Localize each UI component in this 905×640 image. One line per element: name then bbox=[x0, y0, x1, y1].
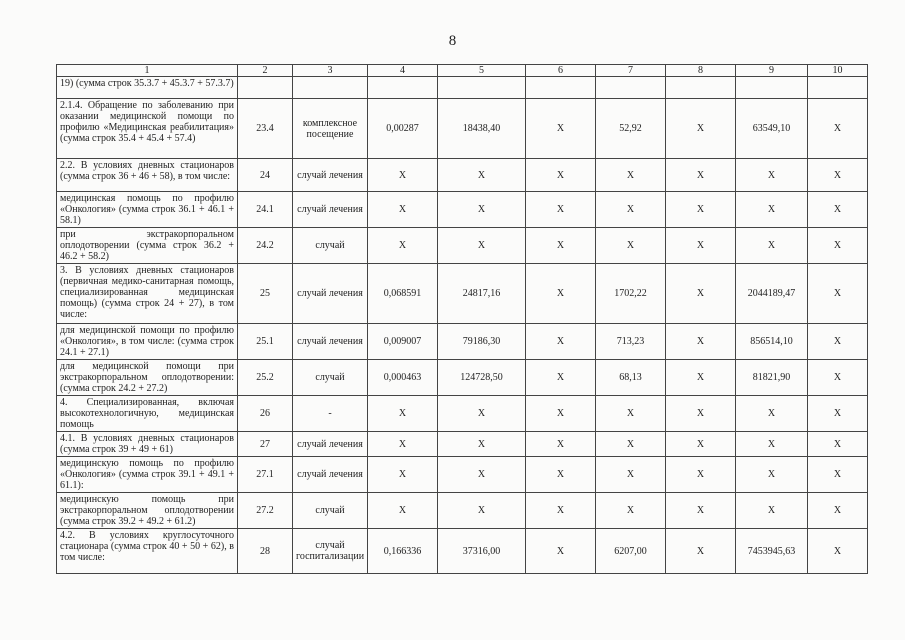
table-cell: X bbox=[666, 360, 736, 396]
row-description: 4.1. В условиях дневных стационаров (сумма строк 39 + 49 + 61) bbox=[57, 432, 238, 457]
column-number: 3 bbox=[293, 65, 368, 77]
table-cell: X bbox=[736, 493, 808, 529]
table-cell: X bbox=[526, 360, 596, 396]
table-cell bbox=[438, 77, 526, 99]
table-cell: X bbox=[526, 457, 596, 493]
table-row bbox=[57, 360, 868, 396]
row-description: медицинскую помощь при экстракорпоральном оплодотворении (сумма строк 39.2 + 49.2 + 61.2) bbox=[57, 493, 238, 529]
table-cell: X bbox=[808, 529, 868, 574]
financing-table bbox=[56, 64, 868, 574]
table-cell bbox=[808, 77, 868, 99]
table-cell: 713,23 bbox=[596, 324, 666, 360]
table-cell: случай bbox=[293, 493, 368, 529]
table-cell: X bbox=[596, 396, 666, 432]
table-row bbox=[57, 264, 868, 324]
row-description: 3. В условиях дневных стационаров (первичная медико-санитарная помощь, специализированная медицинская помощь) (сумма строк 24 + 27), в том числе: bbox=[57, 264, 238, 324]
column-number: 7 bbox=[596, 65, 666, 77]
table-cell: случай лечения bbox=[293, 457, 368, 493]
table-cell: X bbox=[736, 457, 808, 493]
table-cell: X bbox=[526, 159, 596, 192]
table-cell: X bbox=[368, 493, 438, 529]
table-row bbox=[57, 77, 868, 99]
table-cell: X bbox=[438, 228, 526, 264]
table-cell: X bbox=[368, 396, 438, 432]
table-cell: 7453945,63 bbox=[736, 529, 808, 574]
table-cell: 24.2 bbox=[238, 228, 293, 264]
table-row bbox=[57, 192, 868, 228]
table-cell: случай лечения bbox=[293, 432, 368, 457]
table-cell: - bbox=[293, 396, 368, 432]
table-cell: 24.1 bbox=[238, 192, 293, 228]
table-cell: 28 bbox=[238, 529, 293, 574]
table-cell: X bbox=[736, 228, 808, 264]
table-cell: X bbox=[526, 228, 596, 264]
table-cell: 27 bbox=[238, 432, 293, 457]
table-cell: X bbox=[368, 432, 438, 457]
table-cell: 0,009007 bbox=[368, 324, 438, 360]
table-cell: 0,068591 bbox=[368, 264, 438, 324]
table-cell bbox=[666, 77, 736, 99]
table-cell: X bbox=[808, 99, 868, 159]
table-cell: X bbox=[736, 396, 808, 432]
table-cell: X bbox=[526, 396, 596, 432]
table-cell: 37316,00 bbox=[438, 529, 526, 574]
table-cell: 24817,16 bbox=[438, 264, 526, 324]
table-row bbox=[57, 457, 868, 493]
table-row bbox=[57, 396, 868, 432]
table-cell: X bbox=[596, 192, 666, 228]
table-cell bbox=[596, 77, 666, 99]
table-cell: X bbox=[666, 159, 736, 192]
table-cell: X bbox=[666, 432, 736, 457]
table-row bbox=[57, 324, 868, 360]
row-description: для медицинской помощи при экстракорпоральном оплодотворении: (сумма строк 24.2 + 27.2) bbox=[57, 360, 238, 396]
column-number: 2 bbox=[238, 65, 293, 77]
column-number: 4 bbox=[368, 65, 438, 77]
table-row bbox=[57, 99, 868, 159]
row-description: 4. Специализированная, включая высокотехнологичную, медицинская помощь bbox=[57, 396, 238, 432]
table-cell bbox=[293, 77, 368, 99]
table-cell: X bbox=[736, 159, 808, 192]
table-cell: 18438,40 bbox=[438, 99, 526, 159]
table-cell: X bbox=[808, 192, 868, 228]
table-cell: X bbox=[666, 324, 736, 360]
table-cell: 52,92 bbox=[596, 99, 666, 159]
table-cell bbox=[238, 77, 293, 99]
table-cell: 25.1 bbox=[238, 324, 293, 360]
column-number: 1 bbox=[57, 65, 238, 77]
table-cell: комплексное посещение bbox=[293, 99, 368, 159]
row-description: 2.2. В условиях дневных стационаров (сумма строк 36 + 46 + 58), в том числе: bbox=[57, 159, 238, 192]
column-number: 8 bbox=[666, 65, 736, 77]
table-cell: случай госпитализации bbox=[293, 529, 368, 574]
table-row bbox=[57, 159, 868, 192]
table-cell: X bbox=[596, 432, 666, 457]
table-cell: 1702,22 bbox=[596, 264, 666, 324]
column-number: 6 bbox=[526, 65, 596, 77]
table-cell: случай лечения bbox=[293, 159, 368, 192]
table-cell: X bbox=[666, 396, 736, 432]
table-cell: случай лечения bbox=[293, 192, 368, 228]
table-cell: X bbox=[368, 159, 438, 192]
table-row bbox=[57, 529, 868, 574]
table-cell: 26 bbox=[238, 396, 293, 432]
row-description: медицинскую помощь по профилю «Онкология» (сумма строк 39.1 + 49.1 + 61.1): bbox=[57, 457, 238, 493]
table-cell: X bbox=[438, 396, 526, 432]
table-row bbox=[57, 432, 868, 457]
column-number: 10 bbox=[808, 65, 868, 77]
table-cell: 23.4 bbox=[238, 99, 293, 159]
table-cell: 27.1 bbox=[238, 457, 293, 493]
row-description: 4.2. В условиях круглосуточного стационара (сумма строк 40 + 50 + 62), в том числе: bbox=[57, 529, 238, 574]
table-cell: 79186,30 bbox=[438, 324, 526, 360]
table-cell: X bbox=[526, 432, 596, 457]
table-cell: X bbox=[808, 159, 868, 192]
table-cell: X bbox=[526, 529, 596, 574]
table-cell: X bbox=[666, 264, 736, 324]
table-cell: X bbox=[526, 493, 596, 529]
table-cell: 25.2 bbox=[238, 360, 293, 396]
row-description: 2.1.4. Обращение по заболеванию при оказании медицинской помощи по профилю «Медицинская реабилитация» (сумма строк 35.4 + 45.4 + 57.4) bbox=[57, 99, 238, 159]
table-cell: X bbox=[808, 432, 868, 457]
row-description: медицинская помощь по профилю «Онкология» (сумма строк 36.1 + 46.1 + 58.1) bbox=[57, 192, 238, 228]
column-number: 9 bbox=[736, 65, 808, 77]
table-cell: X bbox=[666, 529, 736, 574]
table-cell: случай лечения bbox=[293, 324, 368, 360]
table-cell: 856514,10 bbox=[736, 324, 808, 360]
table-cell bbox=[526, 77, 596, 99]
table-cell: X bbox=[736, 432, 808, 457]
table-cell: X bbox=[438, 192, 526, 228]
table-cell: 81821,90 bbox=[736, 360, 808, 396]
table-cell: X bbox=[438, 457, 526, 493]
page-number: 8 bbox=[448, 33, 457, 49]
table-cell: X bbox=[666, 493, 736, 529]
table-cell: X bbox=[526, 264, 596, 324]
table-cell: X bbox=[596, 228, 666, 264]
table-row bbox=[57, 493, 868, 529]
table-cell: X bbox=[666, 457, 736, 493]
table-cell: X bbox=[808, 324, 868, 360]
table-cell: X bbox=[736, 192, 808, 228]
table-cell: X bbox=[666, 99, 736, 159]
table-cell: 25 bbox=[238, 264, 293, 324]
table-cell: 124728,50 bbox=[438, 360, 526, 396]
table-cell: 63549,10 bbox=[736, 99, 808, 159]
table-cell: X bbox=[808, 493, 868, 529]
table-cell: случай bbox=[293, 228, 368, 264]
table-cell bbox=[368, 77, 438, 99]
table-cell: X bbox=[596, 457, 666, 493]
table-cell: 0,000463 bbox=[368, 360, 438, 396]
table-cell: X bbox=[526, 324, 596, 360]
table-cell: X bbox=[438, 432, 526, 457]
table-cell: X bbox=[808, 396, 868, 432]
table-cell: 2044189,47 bbox=[736, 264, 808, 324]
row-description: для медицинской помощи по профилю «Онкология», в том числе: (сумма строк 24.1 + 27.1) bbox=[57, 324, 238, 360]
table-cell: X bbox=[368, 457, 438, 493]
table-cell: X bbox=[368, 192, 438, 228]
table-cell: X bbox=[808, 360, 868, 396]
table-cell: 68,13 bbox=[596, 360, 666, 396]
table-cell: X bbox=[666, 228, 736, 264]
table-cell: случай лечения bbox=[293, 264, 368, 324]
table-row bbox=[57, 228, 868, 264]
table-cell: X bbox=[596, 493, 666, 529]
table-cell: 0,166336 bbox=[368, 529, 438, 574]
table-cell: случай bbox=[293, 360, 368, 396]
table-cell: X bbox=[808, 457, 868, 493]
table-body bbox=[57, 65, 868, 574]
table-cell: X bbox=[808, 228, 868, 264]
table-cell: 0,00287 bbox=[368, 99, 438, 159]
table-cell: X bbox=[368, 228, 438, 264]
table-header-row bbox=[57, 65, 868, 77]
table-cell: X bbox=[666, 192, 736, 228]
table-cell: X bbox=[526, 192, 596, 228]
table-cell: 6207,00 bbox=[596, 529, 666, 574]
table-cell: X bbox=[596, 159, 666, 192]
row-description: при экстракорпоральном оплодотворении (сумма строк 36.2 + 46.2 + 58.2) bbox=[57, 228, 238, 264]
table-cell: 27.2 bbox=[238, 493, 293, 529]
table-cell bbox=[736, 77, 808, 99]
table-cell: X bbox=[438, 493, 526, 529]
column-number: 5 bbox=[438, 65, 526, 77]
table-cell: X bbox=[808, 264, 868, 324]
table-cell: X bbox=[526, 99, 596, 159]
table-cell: 24 bbox=[238, 159, 293, 192]
row-description: 19) (сумма строк 35.3.7 + 45.3.7 + 57.3.7) bbox=[57, 77, 238, 99]
table-cell: X bbox=[438, 159, 526, 192]
